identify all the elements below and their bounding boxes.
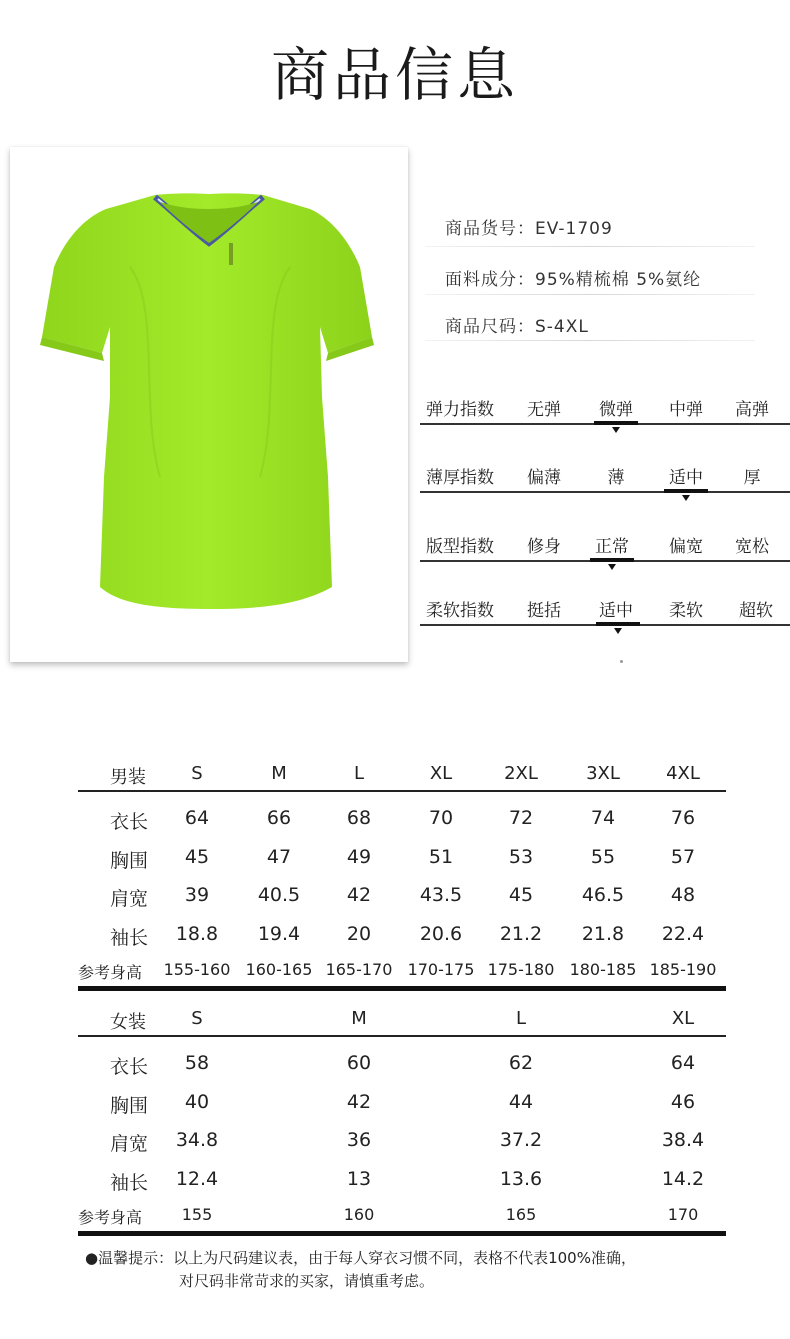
- table-header-cell: XL: [429, 763, 453, 784]
- table-cell: 49: [346, 846, 372, 868]
- table-row-label: 衣长: [109, 811, 148, 833]
- index-option-selected: 微弹: [599, 400, 633, 420]
- table-cell: 155: [181, 1205, 213, 1224]
- table-header-row: [78, 1008, 726, 1038]
- table-cell: 62: [508, 1052, 534, 1074]
- table-cell: 175-180: [487, 960, 555, 979]
- table-cell: 13: [346, 1168, 372, 1190]
- table-cell: 55: [590, 846, 616, 868]
- table-cell: 160-165: [245, 960, 313, 979]
- divider: [425, 340, 755, 341]
- index-option: 偏宽: [669, 537, 703, 557]
- table-cell: 21.2: [499, 923, 543, 945]
- index-selected-marker: [590, 558, 634, 562]
- index-option: 柔软: [669, 601, 703, 621]
- table-cell: 37.2: [499, 1129, 543, 1151]
- elasticity-index: [420, 395, 790, 435]
- table-row: [78, 884, 726, 914]
- table-divider: [78, 790, 726, 792]
- spec-label: 商品尺码：: [445, 317, 535, 337]
- table-cell: 38.4: [661, 1129, 705, 1151]
- index-label: 版型指数: [426, 537, 494, 557]
- spec-label: 面料成分：: [445, 270, 535, 290]
- table-cell: 170-175: [407, 960, 475, 979]
- table-header-cell: M: [351, 1008, 367, 1029]
- tshirt-image: [10, 147, 408, 662]
- index-pointer-icon: [682, 495, 690, 501]
- spec-fabric: [445, 265, 701, 290]
- spec-size-range: [445, 312, 589, 337]
- product-photo: [10, 147, 408, 662]
- index-option: 中弹: [669, 400, 703, 420]
- table-cell: 42: [346, 1091, 372, 1113]
- index-option: 偏薄: [527, 468, 561, 488]
- table-cell: 46: [670, 1091, 696, 1113]
- index-pointer-icon: [612, 427, 620, 433]
- table-row-label: 袖长: [109, 927, 148, 949]
- table-header-cell: S: [191, 1008, 203, 1029]
- divider: [425, 246, 755, 247]
- note-line-2: 对尺码非常苛求的买家，请慎重考虑。: [179, 1272, 435, 1290]
- table-cell: 36: [346, 1129, 372, 1151]
- table-row-label: 胸围: [109, 1095, 148, 1117]
- table-cell: 34.8: [175, 1129, 219, 1151]
- index-selected-marker: [596, 622, 640, 626]
- table-divider: [78, 1035, 726, 1037]
- index-option-selected: 正常: [595, 537, 629, 557]
- table-cell: 160: [343, 1205, 375, 1224]
- table-cell: 39: [184, 884, 210, 906]
- spec-label: 商品货号：: [445, 219, 535, 239]
- table-cell: 13.6: [499, 1168, 543, 1190]
- table-row-label: 胸围: [109, 850, 148, 872]
- table-cell: 185-190: [649, 960, 717, 979]
- table-row: [78, 923, 726, 953]
- table-cell: 64: [670, 1052, 696, 1074]
- table-row-label: 参考身高: [77, 1208, 142, 1227]
- index-selected-marker: [594, 421, 638, 425]
- table-cell: 46.5: [581, 884, 625, 906]
- table-cell: 19.4: [257, 923, 301, 945]
- table-cell: 51: [428, 846, 454, 868]
- index-option-selected: 适中: [599, 601, 633, 621]
- table-bottom-rule: [78, 986, 726, 991]
- index-option: 薄: [607, 468, 625, 488]
- index-label: 柔软指数: [426, 601, 494, 621]
- divider: [425, 294, 755, 295]
- table-cell: 47: [266, 846, 292, 868]
- softness-index: [420, 596, 790, 636]
- spec-value: EV-1709: [535, 219, 613, 239]
- index-option: 厚: [743, 468, 761, 488]
- table-cell: 12.4: [175, 1168, 219, 1190]
- index-scale-line: [420, 491, 790, 493]
- table-header-row: [78, 763, 726, 793]
- index-option: 挺括: [527, 601, 561, 621]
- table-row-label: 袖长: [109, 1172, 148, 1194]
- thickness-index: [420, 463, 790, 503]
- table-cell: 22.4: [661, 923, 705, 945]
- table-row-label: 参考身高: [77, 963, 142, 982]
- table-cell: 64: [184, 807, 210, 829]
- spec-item-number: [445, 214, 613, 239]
- table-cell: 42: [346, 884, 372, 906]
- table-header-cell: 2XL: [504, 763, 538, 784]
- index-label: 薄厚指数: [426, 468, 494, 488]
- table-cell: 44: [508, 1091, 534, 1113]
- table-cell: 45: [184, 846, 210, 868]
- table-cell: 40: [184, 1091, 210, 1113]
- table-row: [78, 1168, 726, 1198]
- index-selected-marker: [664, 489, 708, 493]
- spec-value: S-4XL: [535, 317, 589, 337]
- table-cell: 165-170: [325, 960, 393, 979]
- index-pointer-icon: [608, 564, 616, 570]
- table-header-cell: L: [515, 1008, 527, 1029]
- table-cell: 180-185: [569, 960, 637, 979]
- table-cell: 18.8: [175, 923, 219, 945]
- table-header-cell: L: [353, 763, 365, 784]
- index-option: 无弹: [527, 400, 561, 420]
- table-cell: 40.5: [257, 884, 301, 906]
- table-cell: 76: [670, 807, 696, 829]
- table-row-label: 衣长: [109, 1056, 148, 1078]
- table-cell: 48: [670, 884, 696, 906]
- table-cell: 66: [266, 807, 292, 829]
- table-row: [78, 1052, 726, 1082]
- size-note: [85, 1247, 636, 1293]
- table-row: [78, 846, 726, 876]
- table-row: [78, 1129, 726, 1159]
- table-header-cell: S: [191, 763, 203, 784]
- index-option: 高弹: [735, 400, 769, 420]
- table-row-label: 肩宽: [109, 888, 148, 910]
- index-option: 超软: [739, 601, 773, 621]
- table-row-label: 肩宽: [109, 1133, 148, 1155]
- table-header-cell: 女装: [110, 1012, 146, 1033]
- table-cell: 60: [346, 1052, 372, 1074]
- table-header-cell: XL: [671, 1008, 695, 1029]
- note-line-1: ●温馨提示：以上为尺码建议表，由于每人穿衣习惯不同，表格不代表100%准确，: [85, 1249, 636, 1267]
- page-title: 商品信息: [270, 41, 519, 109]
- fit-index: [420, 532, 790, 572]
- table-cell: 14.2: [661, 1168, 705, 1190]
- table-row: [78, 1091, 726, 1121]
- table-cell: 70: [428, 807, 454, 829]
- table-cell: 57: [670, 846, 696, 868]
- index-option-selected: 适中: [669, 468, 703, 488]
- table-cell: 68: [346, 807, 372, 829]
- table-cell: 21.8: [581, 923, 625, 945]
- table-header-cell: 4XL: [666, 763, 700, 784]
- table-header-cell: 男装: [110, 767, 146, 788]
- table-cell: 58: [184, 1052, 210, 1074]
- table-cell: 155-160: [163, 960, 231, 979]
- index-option: 宽松: [735, 537, 769, 557]
- index-option: 修身: [527, 537, 561, 557]
- table-cell: 72: [508, 807, 534, 829]
- decorative-dot: [620, 660, 623, 663]
- table-cell: 74: [590, 807, 616, 829]
- table-cell: 43.5: [419, 884, 463, 906]
- table-cell: 170: [667, 1205, 699, 1224]
- index-label: 弹力指数: [426, 400, 494, 420]
- table-cell: 53: [508, 846, 534, 868]
- index-pointer-icon: [614, 628, 622, 634]
- table-cell: 20.6: [419, 923, 463, 945]
- spec-value: 95%精梳棉 5%氨纶: [535, 270, 702, 290]
- table-header-cell: M: [271, 763, 287, 784]
- table-bottom-rule: [78, 1231, 726, 1236]
- table-header-cell: 3XL: [586, 763, 620, 784]
- table-row: [78, 807, 726, 837]
- table-cell: 165: [505, 1205, 537, 1224]
- table-cell: 45: [508, 884, 534, 906]
- table-cell: 20: [346, 923, 372, 945]
